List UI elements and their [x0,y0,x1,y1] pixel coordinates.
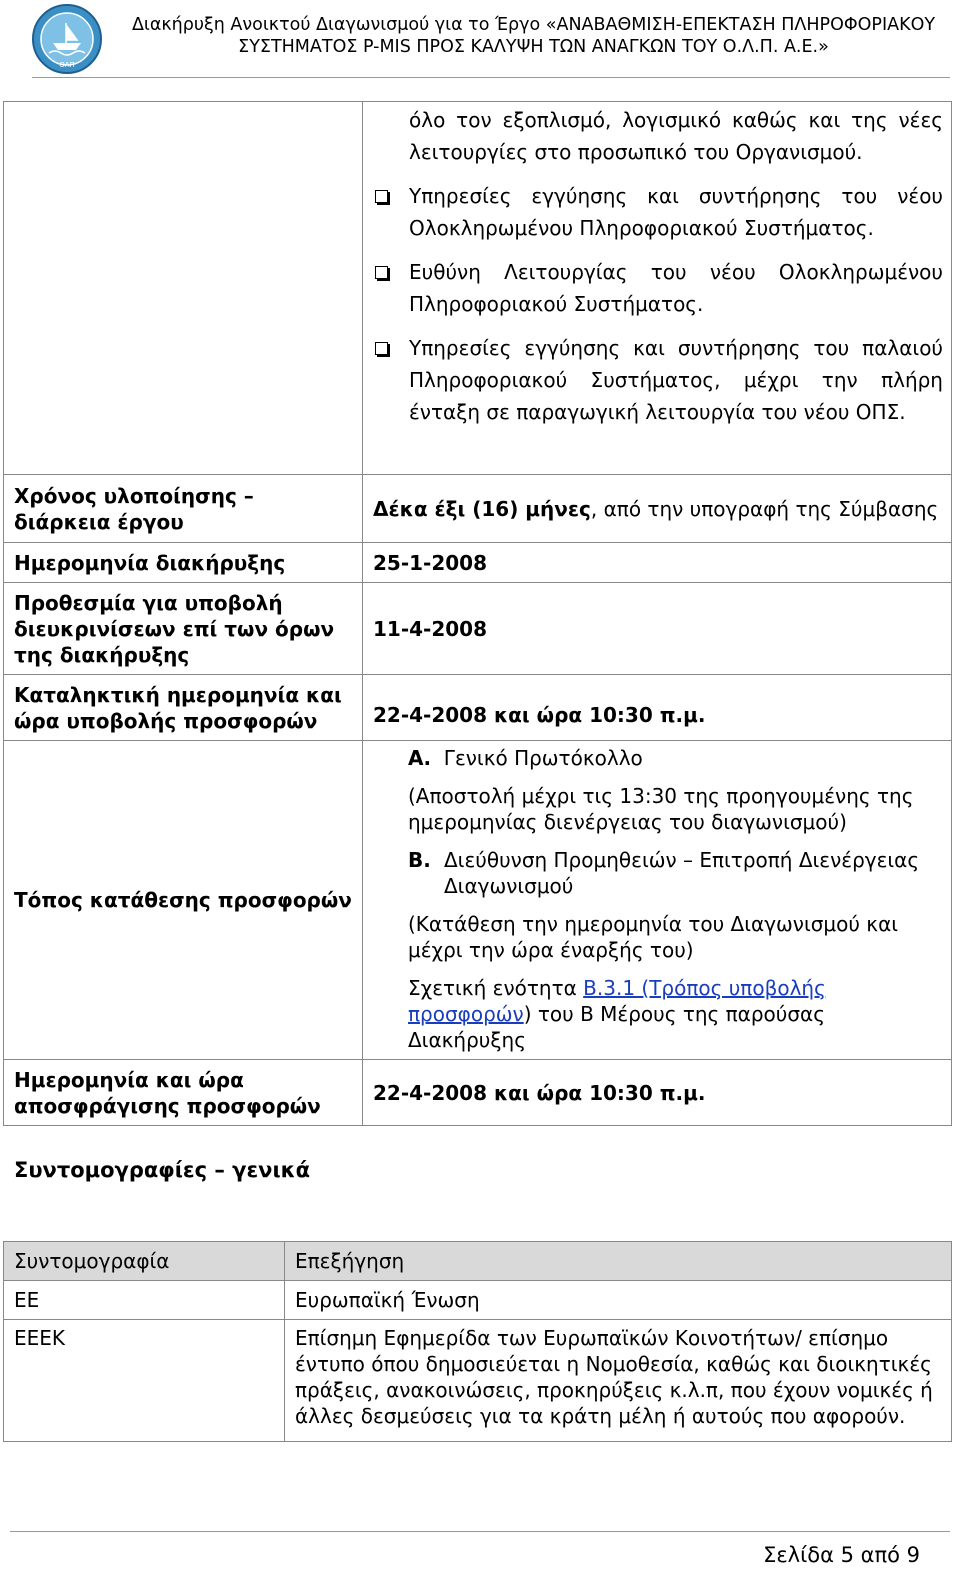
page-number: Σελίδα 5 από 9 [763,1543,920,1567]
abbreviation-cell: ΕΕ [4,1281,285,1320]
title-line-2: ΣΥΣΤΗΜΑΤΟΣ P-MIS ΠΡΟΣ ΚΑΛΥΨΗ ΤΩΝ ΑΝΑΓΚΩΝ ΤΟΥ Ο.Λ.Π. Α.Ε.» [238,37,829,57]
section-b31-link[interactable]: Β.3.1 (Τρόπος υποβολής προσφορών [408,976,826,1026]
duration-note: , από την υπογραφή της Σύμβασης [590,496,939,521]
footer-divider [10,1531,950,1532]
column-header-explanation: Επεξήγηση [285,1242,952,1281]
table-row [4,741,952,1060]
explanation-cell: Ευρωπαϊκή Ένωση [285,1281,952,1320]
abbreviations-table [3,1241,952,1442]
place-option-a-note: (Αποστολή μέχρι τις 13:30 της προηγουμένης της ημερομηνίας διενέργειας του διαγωνισμού) [408,784,914,834]
table-row [4,543,952,583]
option-text: Διεύθυνση Προμηθειών – Επιτροπή Διενέργειας Διαγωνισμού [444,848,920,898]
duration-months: Δέκα έξι (16) μήνες [373,496,591,521]
title-line-1: Διακήρυξη Ανοικτού Διαγωνισμού για το Έργο «ΑΝΑΒΑΘΜΙΣΗ-ΕΠΕΚΤΑΣΗ ΠΛΗΡΟΦΟΡΙΑΚΟΥ [131,15,936,35]
submission-place-cell [363,741,952,1060]
reference-prefix: Σχετική ενότητα [408,976,584,1000]
explanation-cell: Επίσημη Εφημερίδα των Ευρωπαϊκών Κοινοτήτων/ επίσημο έντυπο όπου δημοσιεύεται η Νομοθεσία, καθώς και διοικητικές πράξεις, ανακοινώσεις, προκηρύξεις κ.λ.π, που έχουν νομικές ή άλλες δεσμεύσεις για τα κράτη μέλη ή αυτούς που αφορούν. [285,1320,952,1442]
announcement-date-value: 25-1-2008 [363,543,952,583]
checkbox-bullet-icon [375,266,388,279]
header-divider [32,77,950,78]
table-header-row [4,1242,952,1281]
column-header-abbreviation: Συντομογραφία [4,1242,285,1281]
checkbox-bullet-icon [375,190,388,203]
option-text: Γενικό Πρωτόκολλο [443,746,643,770]
clarifications-value: 11-4-2008 [363,583,952,675]
olp-logo [31,3,103,75]
abbreviations-heading: Συντομογραφίες – γενικά [14,1158,310,1182]
table-row [4,1320,952,1442]
bullet-text: Ευθύνη Λειτουργίας του νέου Ολοκληρωμένου Πληροφοριακού Συστήματος. [409,260,943,316]
logo-text: ΟΛΠ [59,61,75,69]
submission-deadline-label: Καταληκτική ημερομηνία και ώρα υποβολής προσφορών [4,675,363,741]
section-reference [408,975,941,1053]
tender-details-table [3,101,952,1126]
place-option-a [408,745,941,771]
services-cell [363,102,952,475]
bullet-text: Υπηρεσίες εγγύησης και συντήρησης του νέου Ολοκληρωμένου Πληροφοριακού Συστήματος. [409,184,943,240]
service-bullet [373,256,943,320]
submission-place-label: Τόπος κατάθεσης προσφορών [4,741,363,1060]
services-continuation: όλο τον εξοπλισμό, λογισμικό καθώς και της νέες λειτουργίες στο προσωπικό του Οργανισμού. [409,108,943,164]
table-row [4,1281,952,1320]
reference-suffix: ) του Β Μέρους της παρούσας Διακήρυξης [408,1002,825,1052]
table-row [4,475,952,543]
service-bullet [373,332,943,428]
abbreviation-cell: ΕΕΕΚ [4,1320,285,1442]
table-row [4,583,952,675]
opening-date-value: 22-4-2008 και ώρα 10:30 π.μ. [363,1060,952,1126]
bullet-text: Υπηρεσίες εγγύησης και συντήρησης του παλαιού Πληροφοριακού Συστήματος, μέχρι την πλήρη ένταξη σε παραγωγική λειτουργία του νέου ΟΠΣ. [409,336,943,424]
announcement-date-label: Ημερομηνία διακήρυξης [4,543,363,583]
checkbox-bullet-icon [375,342,388,355]
table-row [4,675,952,741]
service-bullet [373,180,943,244]
opening-date-label: Ημερομηνία και ώρα αποσφράγισης προσφορών [4,1060,363,1126]
option-letter: Α. [408,746,432,770]
document-title [115,14,952,58]
page-header [0,0,960,82]
clarifications-label: Προθεσμία για υποβολή διευκρινίσεων επί των όρων της διακήρυξης [4,583,363,675]
table-row [4,102,952,475]
place-option-b [408,847,941,899]
empty-label-cell [4,102,363,475]
table-row [4,1060,952,1126]
place-option-b-note: (Κατάθεση την ημερομηνία του Διαγωνισμού και μέχρι την ώρα έναρξής του) [408,912,899,962]
option-letter: Β. [408,848,431,872]
submission-deadline-value: 22-4-2008 και ώρα 10:30 π.μ. [363,675,952,741]
duration-value [363,475,952,543]
duration-label: Χρόνος υλοποίησης – διάρκεια έργου [4,475,363,543]
